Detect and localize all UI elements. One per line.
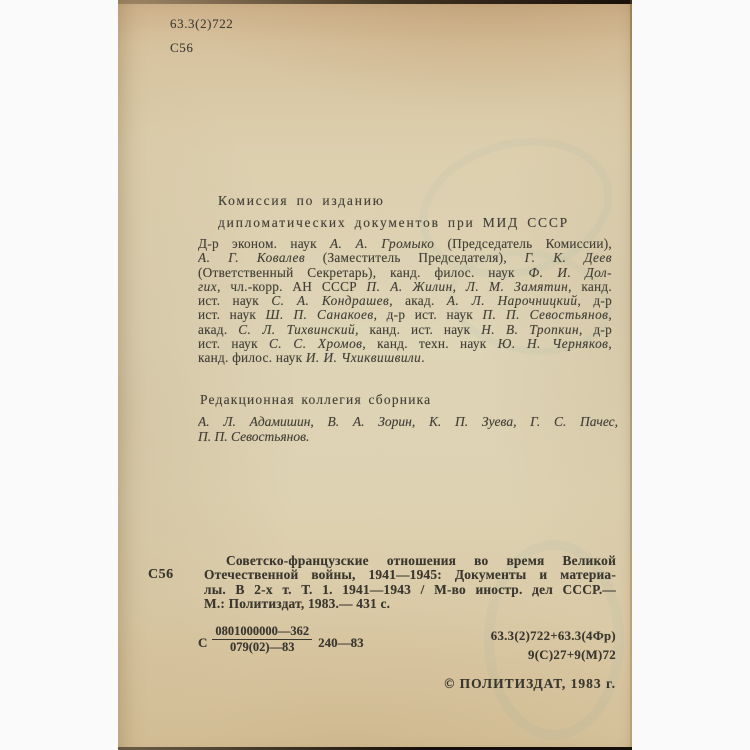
bibliographic-record-line: Отечественной войны, 1941—1945: Документы и материа- xyxy=(204,568,616,583)
editorial-board-heading: Редакционная коллегия сборника xyxy=(200,392,432,407)
page-edge xyxy=(630,0,632,750)
editorial-board-names-line: А. Л. Адамишин, В. А. Зорин, К. П. Зуева, Г. С. Пачес, xyxy=(198,415,618,429)
bibliographic-record-line: М.: Политиздат, 1983.— 431 с. xyxy=(204,597,391,612)
catalog-fraction xyxy=(212,626,312,653)
commission-members-line: (Ответственный Секретарь), канд. филос. наук Ф. И. Дол- xyxy=(198,265,612,280)
classification-code: 63.3(2)722 xyxy=(170,16,234,31)
editorial-board-names xyxy=(198,415,618,445)
commission-heading xyxy=(218,190,569,234)
catalog-number xyxy=(198,626,364,653)
catalog-suffix: 240—83 xyxy=(318,634,364,650)
bibliographic-record-line: Советско-французские отношения во время Великой xyxy=(226,554,616,568)
commission-members-line: А. Г. Ковалев (Заместитель Председателя), Г. К. Деев xyxy=(198,251,612,266)
commission-members-line: ист. наук Ш. П. Санакоев, д-р ист. наук П. П. Севостьянов, xyxy=(198,308,612,323)
classification-right xyxy=(491,627,616,665)
commission-heading-line: Комиссия по изданию xyxy=(218,193,385,208)
classification-right-line: 9(С)27+9(М)72 xyxy=(528,648,616,662)
commission-members-line: ист. наук С. С. Хромов, канд. техн. наук Ю. Н. Черняков, xyxy=(198,337,612,352)
commission-members-line: канд. филос. наук И. И. Чхиквишвили. xyxy=(198,351,425,366)
catalog-numerator: 0801000000—362 xyxy=(212,626,312,640)
commission-members-line: ист. наук С. А. Кондрашев, акад. А. Л. Нарочницкий, д-р xyxy=(198,294,612,309)
commission-members-line: Д-р эконом. наук А. А. Громыко (Председатель Комиссии), xyxy=(198,237,612,251)
bibliographic-record xyxy=(204,554,616,612)
classification-right-line: 63.3(2)722+63.3(4Фр) xyxy=(490,629,616,643)
book-page xyxy=(118,0,632,750)
commission-members-line: акад. С. Л. Тихвинский, канд. ист. наук Н. В. Тропкин, д-р xyxy=(198,322,612,337)
top-classification xyxy=(170,12,233,60)
author-sign: С56 xyxy=(170,40,194,55)
copyright-line: © ПОЛИТИЗДАТ, 1983 г. xyxy=(444,676,616,691)
bibliographic-record-line: лы. В 2-х т. Т. 1. 1941—1943 / М-во иностр. дел СССР.— xyxy=(204,582,616,597)
catalog-prefix: С xyxy=(198,634,208,650)
catalog-denominator: 079(02)—83 xyxy=(229,639,295,654)
commission-members xyxy=(198,237,612,366)
commission-members-line: гих, чл.-корр. АН СССР П. А. Жилин, Л. М. Замятин, канд. xyxy=(198,279,612,294)
bibliographic-sigla: С56 xyxy=(148,567,174,582)
editorial-board-names-line: П. П. Севостьянов. xyxy=(198,429,310,444)
commission-heading-line: дипломатических документов при МИД СССР xyxy=(218,215,569,230)
